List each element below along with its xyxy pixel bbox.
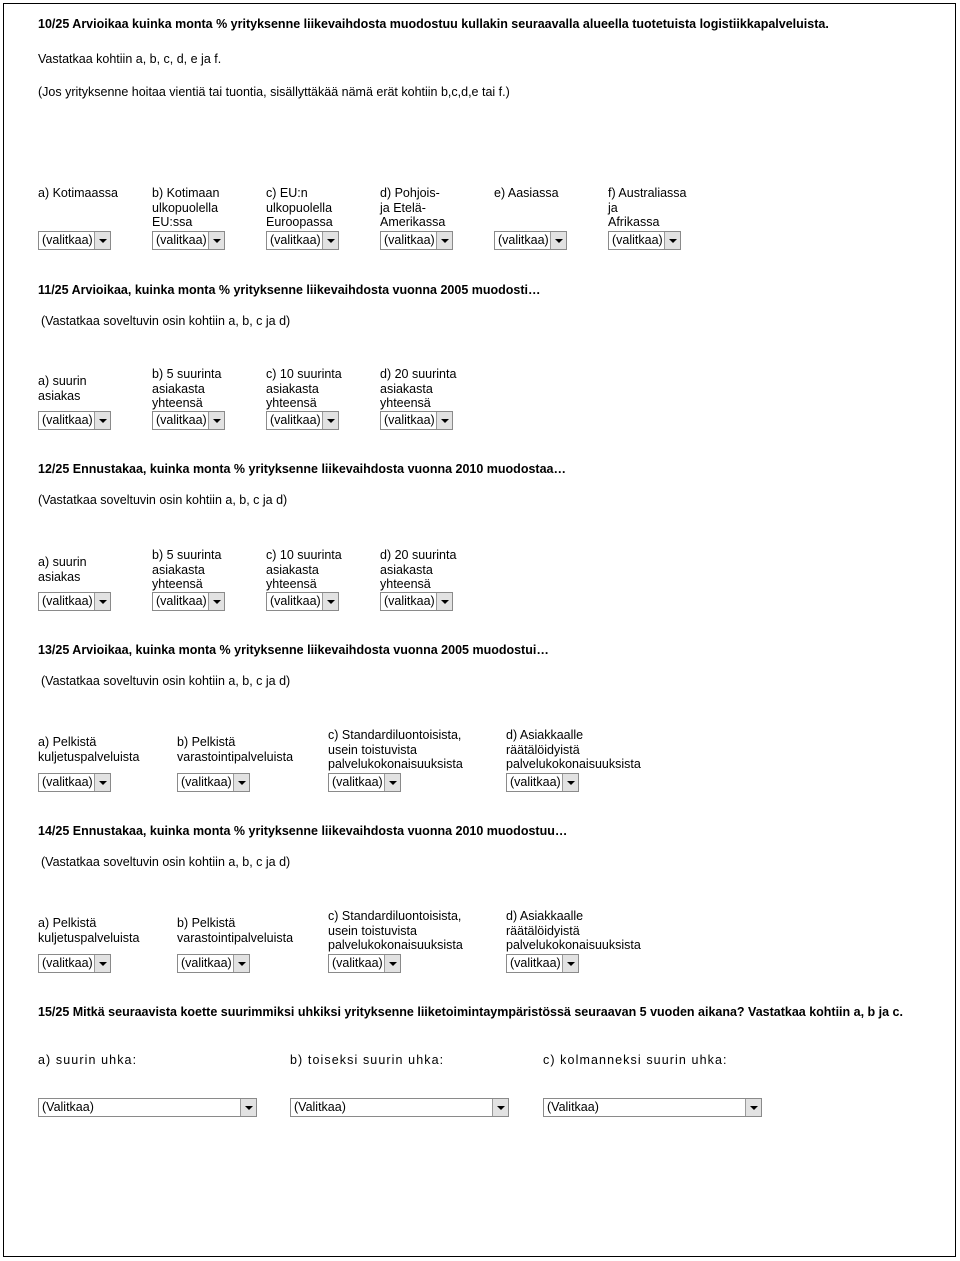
select-value: (valitkaa) (498, 233, 549, 247)
select-value: (Valitkaa) (547, 1100, 599, 1114)
q14-select-d[interactable] (506, 954, 579, 973)
chevron-down-icon[interactable] (384, 774, 400, 791)
q15-select-a[interactable] (38, 1098, 257, 1117)
q11-title: 11/25 Arvioikaa, kuinka monta % yrityksenne liikevaihdosta vuonna 2005 muodosti… (38, 283, 541, 297)
q12-title: 12/25 Ennustakaa, kuinka monta % yrityksenne liikevaihdosta vuonna 2010 muodostaa… (38, 462, 566, 476)
chevron-down-icon[interactable] (208, 593, 224, 610)
q11-label-b: b) 5 suurinta asiakasta yhteensä (152, 367, 222, 410)
q12-select-a[interactable] (38, 592, 111, 611)
q15-title: 15/25 Mitkä seuraavista koette suurimmiksi uhkiksi yrityksenne liiketoimintaympäristössä seuraavan 5 vuoden aikana? Vastatkaa kohtiin a, b ja c. (38, 1005, 903, 1019)
q11-label-c: c) 10 suurinta asiakasta yhteensä (266, 367, 342, 410)
q11-label-a: a) suurin asiakas (38, 374, 87, 403)
select-value: (valitkaa) (270, 233, 321, 247)
select-value: (valitkaa) (42, 413, 93, 427)
q13-instruction: (Vastatkaa soveltuvin osin kohtiin a, b, c ja d) (41, 674, 291, 688)
select-value: (valitkaa) (156, 233, 207, 247)
select-value: (valitkaa) (181, 775, 232, 789)
q13-label-d: d) Asiakkaalle räätälöidyistä palvelukokonaisuuksista (506, 728, 641, 771)
q13-select-b[interactable] (177, 773, 250, 792)
q11-select-b[interactable] (152, 411, 225, 430)
q10-select-c[interactable] (266, 231, 339, 250)
chevron-down-icon[interactable] (240, 1099, 256, 1116)
q10-label-b: b) Kotimaan ulkopuolella EU:ssa (152, 186, 220, 229)
chevron-down-icon[interactable] (384, 955, 400, 972)
select-value: (valitkaa) (510, 956, 561, 970)
q11-select-d[interactable] (380, 411, 453, 430)
chevron-down-icon[interactable] (322, 593, 338, 610)
select-value: (valitkaa) (384, 594, 435, 608)
q14-instruction: (Vastatkaa soveltuvin osin kohtiin a, b, c ja d) (41, 855, 291, 869)
q14-label-c: c) Standardiluontoisista, usein toistuvista palvelukokonaisuuksista (328, 909, 463, 952)
q11-select-a[interactable] (38, 411, 111, 430)
chevron-down-icon[interactable] (208, 412, 224, 429)
select-value: (valitkaa) (270, 413, 321, 427)
chevron-down-icon[interactable] (562, 774, 578, 791)
select-value: (valitkaa) (181, 956, 232, 970)
select-value: (Valitkaa) (42, 1100, 94, 1114)
q12-label-d: d) 20 suurinta asiakasta yhteensä (380, 548, 457, 591)
select-value: (valitkaa) (42, 594, 93, 608)
q13-title: 13/25 Arvioikaa, kuinka monta % yrityksenne liikevaihdosta vuonna 2005 muodostui… (38, 643, 549, 657)
chevron-down-icon[interactable] (94, 955, 110, 972)
select-value: (valitkaa) (510, 775, 561, 789)
chevron-down-icon[interactable] (94, 774, 110, 791)
chevron-down-icon[interactable] (492, 1099, 508, 1116)
q10-select-f[interactable] (608, 231, 681, 250)
q11-select-c[interactable] (266, 411, 339, 430)
q15-select-b[interactable] (290, 1098, 509, 1117)
select-value: (valitkaa) (270, 594, 321, 608)
q10-label-c: c) EU:n ulkopuolella Euroopassa (266, 186, 333, 229)
q13-select-d[interactable] (506, 773, 579, 792)
chevron-down-icon[interactable] (550, 232, 566, 249)
select-value: (valitkaa) (42, 233, 93, 247)
chevron-down-icon[interactable] (436, 412, 452, 429)
select-value: (Valitkaa) (294, 1100, 346, 1114)
q14-label-a: a) Pelkistä kuljetuspalveluista (38, 916, 140, 945)
q12-select-d[interactable] (380, 592, 453, 611)
chevron-down-icon[interactable] (322, 232, 338, 249)
q10-label-e: e) Aasiassa (494, 186, 559, 200)
chevron-down-icon[interactable] (664, 232, 680, 249)
chevron-down-icon[interactable] (322, 412, 338, 429)
q10-select-a[interactable] (38, 231, 111, 250)
q15-label-b: b) toiseksi suurin uhka: (290, 1053, 445, 1067)
chevron-down-icon[interactable] (208, 232, 224, 249)
select-value: (valitkaa) (332, 775, 383, 789)
q10-select-d[interactable] (380, 231, 453, 250)
q12-label-c: c) 10 suurinta asiakasta yhteensä (266, 548, 342, 591)
chevron-down-icon[interactable] (562, 955, 578, 972)
q14-title: 14/25 Ennustakaa, kuinka monta % yrityksenne liikevaihdosta vuonna 2010 muodostuu… (38, 824, 568, 838)
select-value: (valitkaa) (612, 233, 663, 247)
select-value: (valitkaa) (156, 413, 207, 427)
chevron-down-icon[interactable] (94, 412, 110, 429)
q14-label-d: d) Asiakkaalle räätälöidyistä palvelukokonaisuuksista (506, 909, 641, 952)
q12-select-c[interactable] (266, 592, 339, 611)
q13-select-c[interactable] (328, 773, 401, 792)
select-value: (valitkaa) (384, 413, 435, 427)
q10-select-e[interactable] (494, 231, 567, 250)
chevron-down-icon[interactable] (436, 232, 452, 249)
q10-title: 10/25 Arvioikaa kuinka monta % yrityksenne liikevaihdosta muodostuu kullakin seuraavalla alueella tuotetuista logistiikkapalveluista. (38, 17, 829, 31)
chevron-down-icon[interactable] (436, 593, 452, 610)
q10-label-a: a) Kotimaassa (38, 186, 118, 200)
q11-label-d: d) 20 suurinta asiakasta yhteensä (380, 367, 457, 410)
q12-label-b: b) 5 suurinta asiakasta yhteensä (152, 548, 222, 591)
q13-label-a: a) Pelkistä kuljetuspalveluista (38, 735, 140, 764)
select-value: (valitkaa) (332, 956, 383, 970)
chevron-down-icon[interactable] (233, 955, 249, 972)
select-value: (valitkaa) (384, 233, 435, 247)
q15-select-c[interactable] (543, 1098, 762, 1117)
chevron-down-icon[interactable] (233, 774, 249, 791)
q10-label-d: d) Pohjois- ja Etelä- Amerikassa (380, 186, 446, 229)
q10-label-f: f) Australiassa ja Afrikassa (608, 186, 687, 229)
q12-select-b[interactable] (152, 592, 225, 611)
q10-select-b[interactable] (152, 231, 225, 250)
chevron-down-icon[interactable] (94, 232, 110, 249)
chevron-down-icon[interactable] (94, 593, 110, 610)
q15-label-a: a) suurin uhka: (38, 1053, 138, 1067)
q13-select-a[interactable] (38, 773, 111, 792)
q12-label-a: a) suurin asiakas (38, 555, 87, 584)
q14-label-b: b) Pelkistä varastointipalveluista (177, 916, 294, 945)
select-value: (valitkaa) (42, 775, 93, 789)
q14-select-b[interactable] (177, 954, 250, 973)
chevron-down-icon[interactable] (745, 1099, 761, 1116)
q11-instruction: (Vastatkaa soveltuvin osin kohtiin a, b, c ja d) (41, 314, 291, 328)
select-value: (valitkaa) (42, 956, 93, 970)
q15-label-c: c) kolmanneksi suurin uhka: (543, 1053, 728, 1067)
q10-instruction: Vastatkaa kohtiin a, b, c, d, e ja f. (38, 52, 222, 66)
q13-label-c: c) Standardiluontoisista, usein toistuvista palvelukokonaisuuksista (328, 728, 463, 771)
q12-instruction: (Vastatkaa soveltuvin osin kohtiin a, b, c ja d) (38, 493, 288, 507)
q14-select-a[interactable] (38, 954, 111, 973)
q10-note: (Jos yrityksenne hoitaa vientiä tai tuontia, sisällyttäkää nämä erät kohtiin b,c,d,e tai f.) (38, 85, 510, 99)
q14-select-c[interactable] (328, 954, 401, 973)
page-border (3, 3, 956, 1257)
select-value: (valitkaa) (156, 594, 207, 608)
q13-label-b: b) Pelkistä varastointipalveluista (177, 735, 294, 764)
